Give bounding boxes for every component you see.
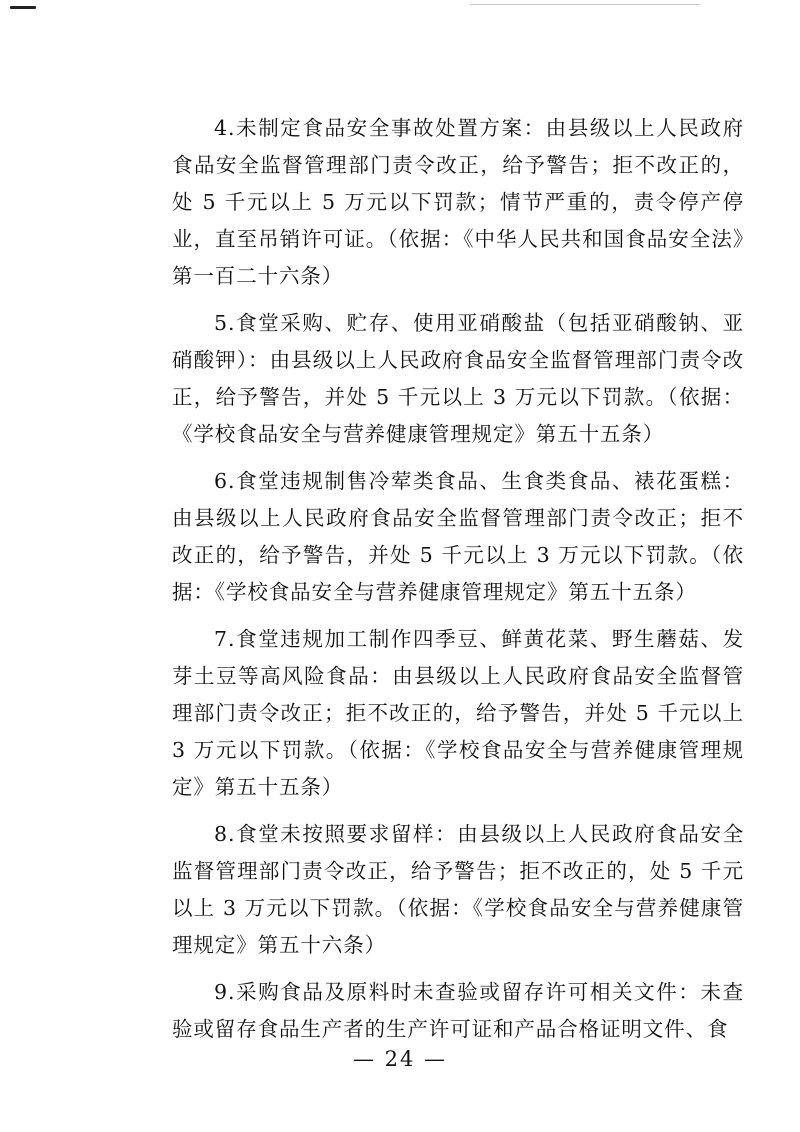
paragraph-item-6: 6.食堂违规制售冷荤类食品、生食类食品、裱花蛋糕：由县级以上人民政府食品安全监督管理部门责令改正；拒不改正的，给予警告，并处 5 千元以上 3 万元以下罚款。（依据：《学校食品安全与营养健康管理规定》第五十五条） xyxy=(172,469,744,604)
scan-artifact-mark xyxy=(10,6,36,9)
paragraph-item-4: 4.未制定食品安全事故处置方案：由县级以上人民政府食品安全监督管理部门责令改正，给予警告；拒不改正的，处 5 千元以上 5 万元以下罚款；情节严重的，责令停产停业，直至吊销许可证。（依据：《中华人民共和国食品安全法》第一百二十六条） xyxy=(172,116,744,288)
page-number: — 24 — xyxy=(352,1047,448,1071)
paragraph-item-9: 9.采购食品及原料时未查验或留存许可相关文件：未查验或留存食品生产者的生产许可证和产品合格证明文件、食 xyxy=(172,980,744,1041)
paragraph-item-7: 7.食堂违规加工制作四季豆、鲜黄花菜、野生蘑菇、发芽土豆等高风险食品：由县级以上人民政府食品安全监督管理部门责令改正；拒不改正的，给予警告，并处 5 千元以上 3 万元以下罚款。（依据：《学校食品安全与营养健康管理规定》第五十五条） xyxy=(172,627,752,799)
document-body xyxy=(172,110,752,1058)
paragraph-item-8: 8.食堂未按照要求留样：由县级以上人民政府食品安全监督管理部门责令改正，给予警告；拒不改正的，处 5 千元以上 3 万元以下罚款。（依据：《学校食品安全与营养健康管理规定》第五十六条） xyxy=(172,822,744,957)
scan-artifact-line xyxy=(470,4,700,5)
paragraph-item-5: 5.食堂采购、贮存、使用亚硝酸盐（包括亚硝酸钠、亚硝酸钾）：由县级以上人民政府食品安全监督管理部门责令改正，给予警告，并处 5 千元以上 3 万元以下罚款。（依据：《学校食品安全与营养健康管理规定》第五十五条） xyxy=(172,311,744,446)
